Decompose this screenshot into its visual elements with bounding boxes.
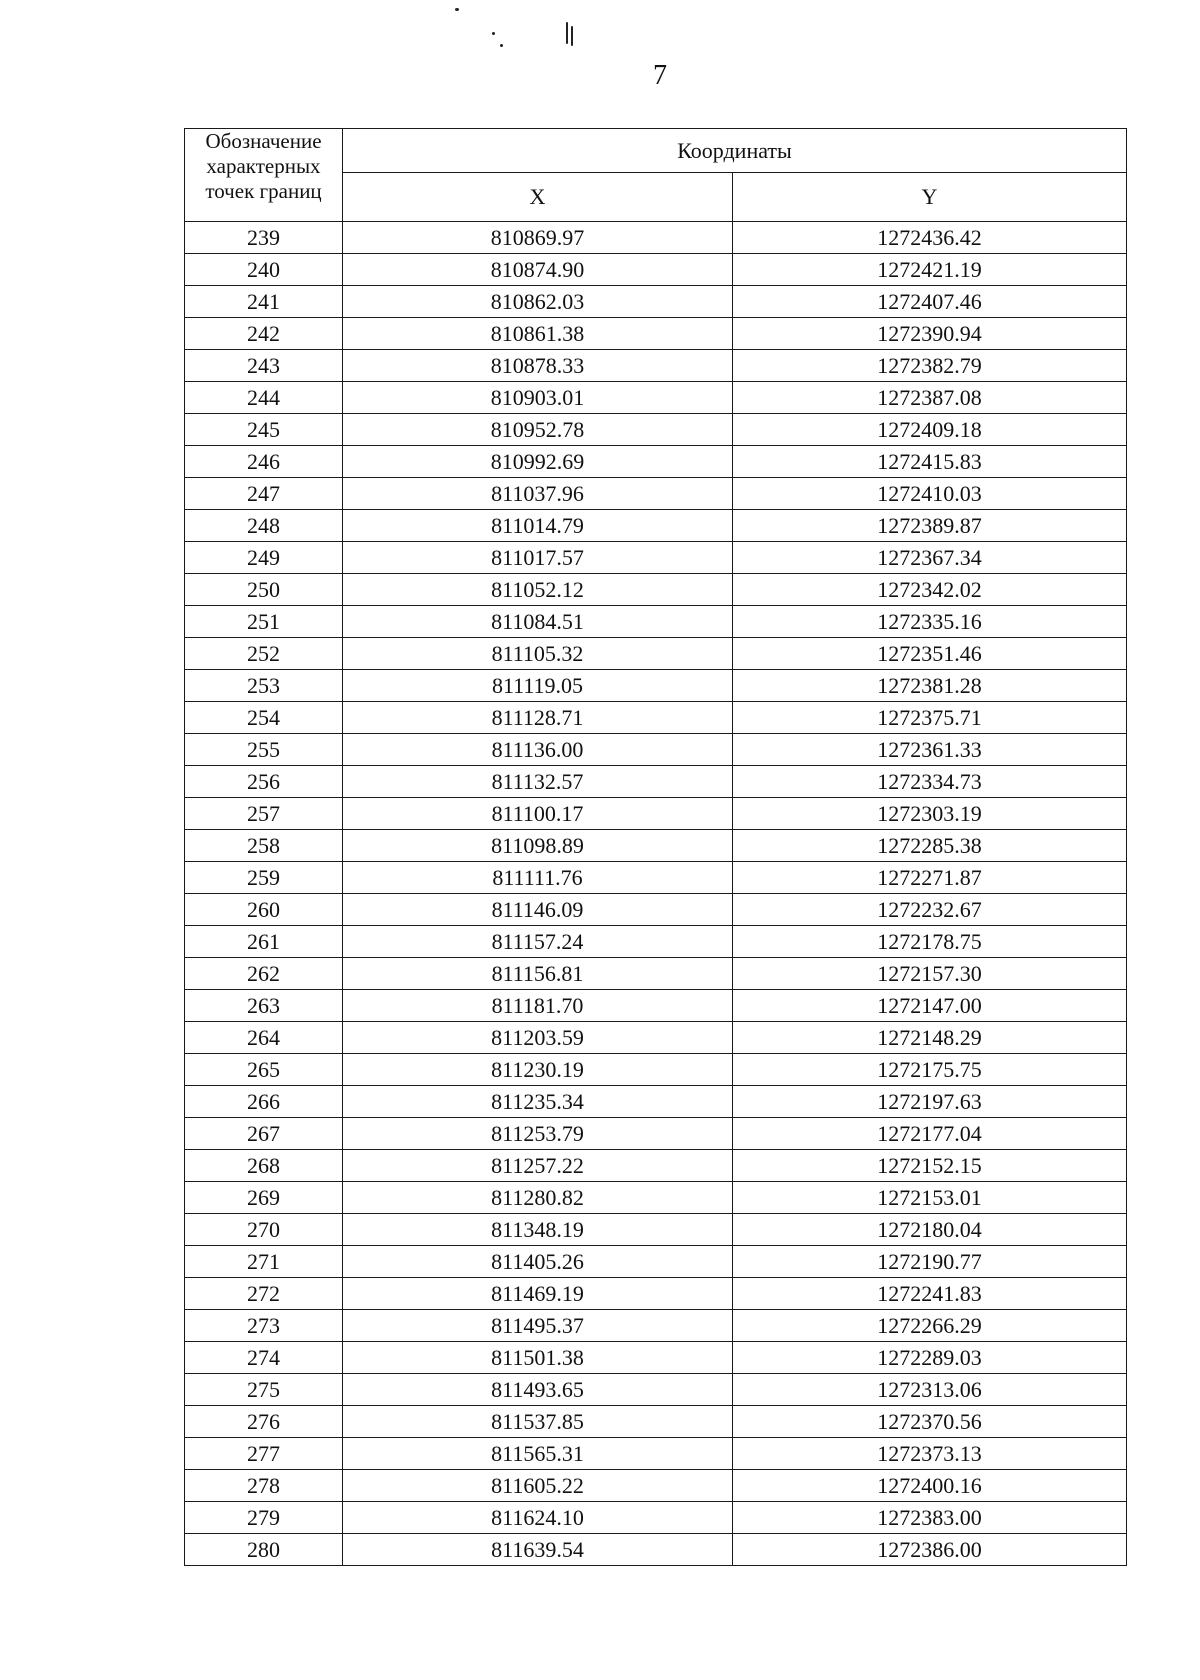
x-coordinate-cell: 810862.03 — [343, 286, 733, 318]
x-coordinate-cell: 811157.24 — [343, 926, 733, 958]
table-row — [185, 574, 1127, 606]
x-coordinate-cell: 810992.69 — [343, 446, 733, 478]
y-coordinate-cell: 1272409.18 — [733, 414, 1127, 446]
point-number-cell: 253 — [185, 670, 343, 702]
y-coordinate-cell: 1272367.34 — [733, 542, 1127, 574]
point-number-cell: 268 — [185, 1150, 343, 1182]
table-row — [185, 1278, 1127, 1310]
table-row — [185, 1406, 1127, 1438]
y-coordinate-cell: 1272410.03 — [733, 478, 1127, 510]
table-row — [185, 1022, 1127, 1054]
x-coordinate-cell: 811119.05 — [343, 670, 733, 702]
table-row — [185, 862, 1127, 894]
table-row — [185, 990, 1127, 1022]
point-number-cell: 245 — [185, 414, 343, 446]
y-coordinate-cell: 1272148.29 — [733, 1022, 1127, 1054]
x-coordinate-cell: 811493.65 — [343, 1374, 733, 1406]
point-number-cell: 254 — [185, 702, 343, 734]
table-row — [185, 1118, 1127, 1150]
point-number-cell: 251 — [185, 606, 343, 638]
point-number-cell: 264 — [185, 1022, 343, 1054]
table-row — [185, 1374, 1127, 1406]
y-column-header: Y — [733, 173, 1127, 222]
x-coordinate-cell: 811181.70 — [343, 990, 733, 1022]
y-coordinate-cell: 1272436.42 — [733, 222, 1127, 254]
table-row — [185, 1150, 1127, 1182]
y-coordinate-cell: 1272232.67 — [733, 894, 1127, 926]
point-number-cell: 278 — [185, 1470, 343, 1502]
table-body — [185, 222, 1127, 1566]
x-coordinate-cell: 811235.34 — [343, 1086, 733, 1118]
point-number-cell: 277 — [185, 1438, 343, 1470]
x-coordinate-cell: 811105.32 — [343, 638, 733, 670]
y-coordinate-cell: 1272147.00 — [733, 990, 1127, 1022]
x-coordinate-cell: 811098.89 — [343, 830, 733, 862]
y-coordinate-cell: 1272153.01 — [733, 1182, 1127, 1214]
table-row — [185, 894, 1127, 926]
table-row — [185, 766, 1127, 798]
point-number-cell: 246 — [185, 446, 343, 478]
y-coordinate-cell: 1272285.38 — [733, 830, 1127, 862]
x-coordinate-cell: 811052.12 — [343, 574, 733, 606]
point-number-cell: 239 — [185, 222, 343, 254]
point-number-cell: 242 — [185, 318, 343, 350]
point-number-cell: 247 — [185, 478, 343, 510]
point-number-cell: 265 — [185, 1054, 343, 1086]
y-coordinate-cell: 1272415.83 — [733, 446, 1127, 478]
point-number-cell: 267 — [185, 1118, 343, 1150]
y-coordinate-cell: 1272342.02 — [733, 574, 1127, 606]
y-coordinate-cell: 1272382.79 — [733, 350, 1127, 382]
point-number-cell: 259 — [185, 862, 343, 894]
y-coordinate-cell: 1272386.00 — [733, 1534, 1127, 1566]
x-coordinate-cell: 811136.00 — [343, 734, 733, 766]
x-coordinate-cell: 810952.78 — [343, 414, 733, 446]
y-coordinate-cell: 1272241.83 — [733, 1278, 1127, 1310]
y-coordinate-cell: 1272389.87 — [733, 510, 1127, 542]
scan-speck — [455, 8, 459, 11]
x-coordinate-cell: 811501.38 — [343, 1342, 733, 1374]
x-coordinate-cell: 811348.19 — [343, 1214, 733, 1246]
table-row — [185, 1342, 1127, 1374]
table-row — [185, 414, 1127, 446]
x-coordinate-cell: 810878.33 — [343, 350, 733, 382]
y-coordinate-cell: 1272373.13 — [733, 1438, 1127, 1470]
point-number-cell: 248 — [185, 510, 343, 542]
point-number-cell: 256 — [185, 766, 343, 798]
x-coordinate-cell: 811146.09 — [343, 894, 733, 926]
x-coordinate-cell: 811605.22 — [343, 1470, 733, 1502]
x-coordinate-cell: 811156.81 — [343, 958, 733, 990]
table-row — [185, 1086, 1127, 1118]
y-coordinate-cell: 1272157.30 — [733, 958, 1127, 990]
table-row — [185, 478, 1127, 510]
y-coordinate-cell: 1272421.19 — [733, 254, 1127, 286]
x-coordinate-cell: 811230.19 — [343, 1054, 733, 1086]
table-header — [185, 129, 1127, 222]
x-coordinate-cell: 811495.37 — [343, 1310, 733, 1342]
scan-speck — [492, 32, 495, 35]
point-number-cell: 275 — [185, 1374, 343, 1406]
y-coordinate-cell: 1272190.77 — [733, 1246, 1127, 1278]
x-coordinate-cell: 811014.79 — [343, 510, 733, 542]
x-coordinate-cell: 811624.10 — [343, 1502, 733, 1534]
x-coordinate-cell: 811257.22 — [343, 1150, 733, 1182]
y-coordinate-cell: 1272351.46 — [733, 638, 1127, 670]
x-coordinate-cell: 811253.79 — [343, 1118, 733, 1150]
point-number-cell: 274 — [185, 1342, 343, 1374]
y-coordinate-cell: 1272180.04 — [733, 1214, 1127, 1246]
x-coordinate-cell: 811280.82 — [343, 1182, 733, 1214]
y-coordinate-cell: 1272175.75 — [733, 1054, 1127, 1086]
point-column-header: Обозначение характерных точек границ — [185, 129, 343, 222]
y-coordinate-cell: 1272197.63 — [733, 1086, 1127, 1118]
y-coordinate-cell: 1272152.15 — [733, 1150, 1127, 1182]
table-row — [185, 318, 1127, 350]
y-coordinate-cell: 1272390.94 — [733, 318, 1127, 350]
table-row — [185, 606, 1127, 638]
y-coordinate-cell: 1272375.71 — [733, 702, 1127, 734]
table-row — [185, 1470, 1127, 1502]
x-coordinate-cell: 811132.57 — [343, 766, 733, 798]
x-coordinate-cell: 811537.85 — [343, 1406, 733, 1438]
y-coordinate-cell: 1272178.75 — [733, 926, 1127, 958]
y-coordinate-cell: 1272387.08 — [733, 382, 1127, 414]
x-coordinate-cell: 811037.96 — [343, 478, 733, 510]
x-column-header: X — [343, 173, 733, 222]
y-coordinate-cell: 1272381.28 — [733, 670, 1127, 702]
table-row — [185, 830, 1127, 862]
y-coordinate-cell: 1272335.16 — [733, 606, 1127, 638]
table-row — [185, 382, 1127, 414]
x-coordinate-cell: 811203.59 — [343, 1022, 733, 1054]
y-coordinate-cell: 1272271.87 — [733, 862, 1127, 894]
point-number-cell: 258 — [185, 830, 343, 862]
table-row — [185, 1534, 1127, 1566]
table-row — [185, 350, 1127, 382]
point-number-cell: 273 — [185, 1310, 343, 1342]
x-coordinate-cell: 811405.26 — [343, 1246, 733, 1278]
x-coordinate-cell: 811469.19 — [343, 1278, 733, 1310]
y-coordinate-cell: 1272361.33 — [733, 734, 1127, 766]
y-coordinate-cell: 1272383.00 — [733, 1502, 1127, 1534]
table-row — [185, 1438, 1127, 1470]
table-row — [185, 1054, 1127, 1086]
y-coordinate-cell: 1272334.73 — [733, 766, 1127, 798]
point-number-cell: 261 — [185, 926, 343, 958]
y-coordinate-cell: 1272407.46 — [733, 286, 1127, 318]
point-number-cell: 262 — [185, 958, 343, 990]
table-row — [185, 638, 1127, 670]
point-number-cell: 243 — [185, 350, 343, 382]
table-row — [185, 1502, 1127, 1534]
y-coordinate-cell: 1272289.03 — [733, 1342, 1127, 1374]
point-number-cell: 266 — [185, 1086, 343, 1118]
point-number-cell: 260 — [185, 894, 343, 926]
x-coordinate-cell: 810869.97 — [343, 222, 733, 254]
point-number-cell: 240 — [185, 254, 343, 286]
point-number-cell: 255 — [185, 734, 343, 766]
point-number-cell: 279 — [185, 1502, 343, 1534]
table-row — [185, 542, 1127, 574]
x-coordinate-cell: 811565.31 — [343, 1438, 733, 1470]
x-coordinate-cell: 811084.51 — [343, 606, 733, 638]
point-number-cell: 250 — [185, 574, 343, 606]
x-coordinate-cell: 810861.38 — [343, 318, 733, 350]
scan-speck — [500, 44, 503, 47]
table-row — [185, 510, 1127, 542]
x-coordinate-cell: 811100.17 — [343, 798, 733, 830]
point-number-cell: 252 — [185, 638, 343, 670]
table-row — [185, 798, 1127, 830]
table-row — [185, 702, 1127, 734]
table-row — [185, 734, 1127, 766]
table-row — [185, 670, 1127, 702]
point-number-cell: 241 — [185, 286, 343, 318]
y-coordinate-cell: 1272303.19 — [733, 798, 1127, 830]
x-coordinate-cell: 811111.76 — [343, 862, 733, 894]
y-coordinate-cell: 1272313.06 — [733, 1374, 1127, 1406]
table-row — [185, 926, 1127, 958]
page-number: 7 — [653, 60, 667, 91]
point-number-cell: 269 — [185, 1182, 343, 1214]
table-row — [185, 446, 1127, 478]
y-coordinate-cell: 1272177.04 — [733, 1118, 1127, 1150]
y-coordinate-cell: 1272370.56 — [733, 1406, 1127, 1438]
point-number-cell: 280 — [185, 1534, 343, 1566]
scan-speck — [566, 22, 568, 44]
point-number-cell: 270 — [185, 1214, 343, 1246]
point-number-cell: 257 — [185, 798, 343, 830]
table-row — [185, 254, 1127, 286]
table-row — [185, 1182, 1127, 1214]
x-coordinate-cell: 811017.57 — [343, 542, 733, 574]
table-row — [185, 1214, 1127, 1246]
table-row — [185, 1310, 1127, 1342]
coordinates-header: Координаты — [343, 129, 1127, 173]
x-coordinate-cell: 811128.71 — [343, 702, 733, 734]
table-row — [185, 286, 1127, 318]
point-number-cell: 276 — [185, 1406, 343, 1438]
point-number-cell: 263 — [185, 990, 343, 1022]
table-row — [185, 1246, 1127, 1278]
table-row — [185, 958, 1127, 990]
point-number-cell: 272 — [185, 1278, 343, 1310]
y-coordinate-cell: 1272266.29 — [733, 1310, 1127, 1342]
scan-speck — [571, 26, 573, 46]
point-number-cell: 244 — [185, 382, 343, 414]
point-number-cell: 249 — [185, 542, 343, 574]
x-coordinate-cell: 810903.01 — [343, 382, 733, 414]
coordinates-table — [184, 128, 1127, 1566]
y-coordinate-cell: 1272400.16 — [733, 1470, 1127, 1502]
x-coordinate-cell: 810874.90 — [343, 254, 733, 286]
x-coordinate-cell: 811639.54 — [343, 1534, 733, 1566]
point-number-cell: 271 — [185, 1246, 343, 1278]
table-row — [185, 222, 1127, 254]
